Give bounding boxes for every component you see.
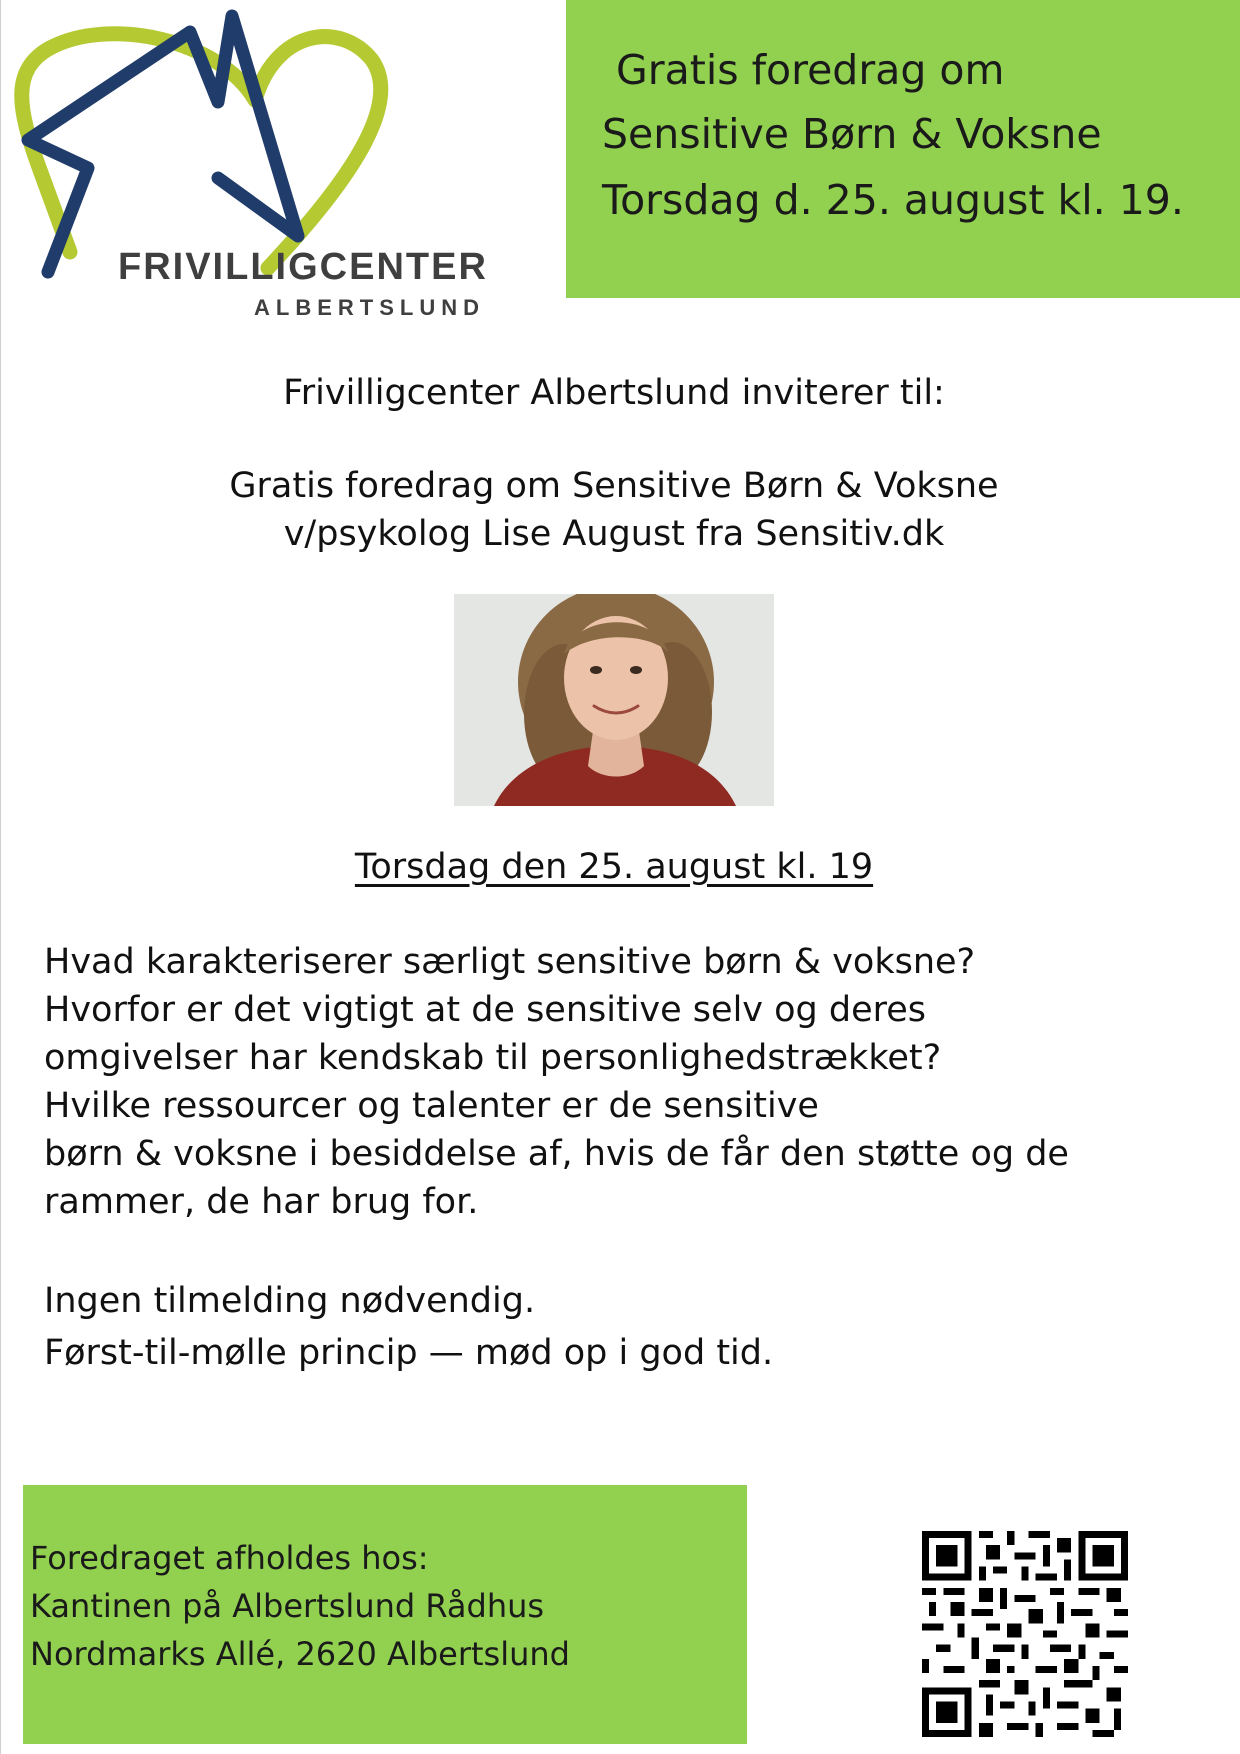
qr-code-icon: [922, 1531, 1128, 1737]
qr-code[interactable]: [922, 1531, 1128, 1737]
header-line-3: Torsdag d. 25. august kl. 19.: [602, 176, 1184, 224]
registration-note: [44, 1275, 773, 1379]
venue-line-2: Kantinen på Albertslund Rådhus: [30, 1587, 545, 1625]
description: [44, 938, 1224, 1226]
event-date: [0, 847, 1240, 887]
description-line: rammer, de har brug for.: [44, 1182, 479, 1222]
header-line-1: Gratis foredrag om: [616, 46, 1005, 94]
logo-subtitle: ALBERTSLUND: [254, 295, 485, 320]
description-line: Hvad karakteriserer særligt sensitive børn & voksne?: [44, 942, 976, 982]
header-box: [566, 0, 1240, 298]
description-line: Hvilke ressourcer og talenter er de sensitive: [44, 1086, 819, 1126]
lecture-title: Gratis foredrag om Sensitive Børn & Voksne: [229, 466, 999, 506]
description-line: Hvorfor er det vigtigt at de sensitive selv og deres: [44, 990, 927, 1030]
event-date-text: Torsdag den 25. august kl. 19: [354, 847, 874, 887]
venue-box: [23, 1485, 747, 1744]
invite-text: Frivilligcenter Albertslund inviterer til:: [283, 373, 945, 413]
speaker-portrait: [454, 594, 774, 806]
registration-line-1: Ingen tilmelding nødvendig.: [44, 1281, 536, 1321]
speaker-portrait-photo: [454, 594, 774, 806]
description-line: omgivelser har kendskab til personlighedstrækket?: [44, 1038, 942, 1078]
description-line: børn & voksne i besiddelse af, hvis de får den støtte og de: [44, 1134, 1069, 1174]
lecture-speaker: v/psykolog Lise August fra Sensitiv.dk: [283, 514, 945, 554]
venue-line-3: Nordmarks Allé, 2620 Albertslund: [30, 1635, 570, 1673]
logo-title: FRIVILLIGCENTER: [118, 246, 488, 288]
frivilligcenter-logo: [0, 0, 560, 330]
venue-line-1: Foredraget afholdes hos:: [30, 1539, 429, 1577]
header-line-2: Sensitive Børn & Voksne: [602, 110, 1102, 158]
registration-line-2: Først-til-mølle princip — mød op i god tid.: [44, 1333, 774, 1373]
